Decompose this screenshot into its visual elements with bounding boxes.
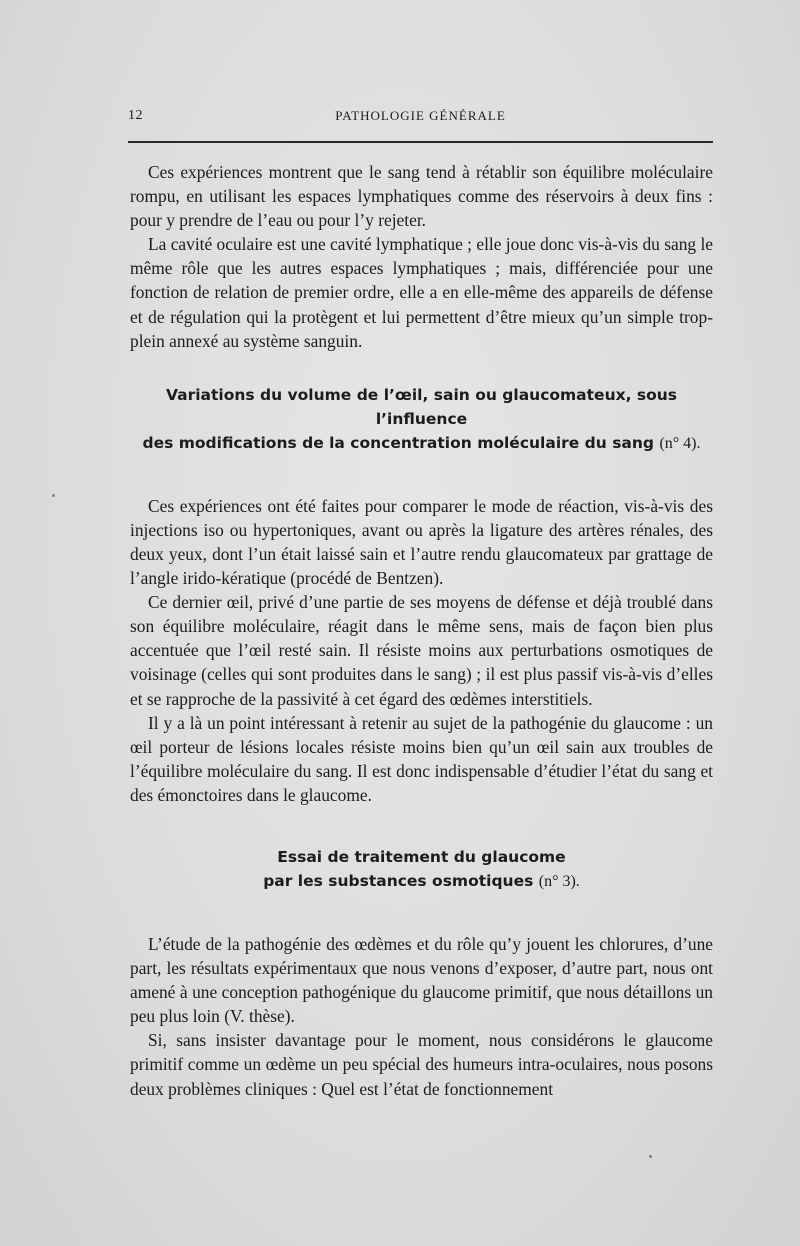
paragraph: Ces expériences ont été faites pour comparer le mode de réaction, vis-à-vis des injections iso ou hypertoniques, avant ou après la ligature des artères rénales, des deux yeux, dont l’un était laissé sain et l’autre rendu glaucomateux par grattage de l’angle irido-kératique (procédé de Bentzen).: [130, 495, 713, 589]
paragraph: L’étude de la pathogénie des œdèmes et du rôle qu’y jouent les chlorures, d’une part, les résultats expérimentaux que nous venons d’exposer, d’autre part, nous ont amené à une conception pathogénique du glaucome primitif, que nous détaillons un peu plus loin (V. thèse).: [130, 933, 713, 1027]
paragraph: Si, sans insister davantage pour le moment, nous considérons le glaucome primitif comme un œdème un peu spécial des humeurs intra-oculaires, nous posons deux problèmes cliniques : Quel est l’état de fonctionnement: [130, 1030, 713, 1099]
running-title: PATHOLOGIE GÉNÉRALE: [335, 108, 506, 123]
section-heading-line: [130, 431, 713, 456]
section-heading-text: par les substances osmotiques: [263, 871, 534, 890]
paragraph: Ces expériences montrent que le sang tend à rétablir son équilibre moléculaire rompu, en utilisant les espaces lymphatiques comme des réservoirs à deux fins : pour y prendre de l’eau ou pour l’y rejeter.: [130, 162, 713, 231]
page-header: [128, 108, 713, 132]
body-text: [130, 160, 713, 1101]
section-heading-line: [130, 869, 713, 894]
section-heading-volume-variations: [130, 383, 713, 456]
print-speck: [52, 494, 55, 497]
section-heading-line: Variations du volume de l’œil, sain ou glaucomateux, sous l’influence: [165, 385, 678, 428]
paragraph: Il y a là un point intéressant à retenir au sujet de la pathogénie du glaucome : un œil porteur de lésions locales résiste moins bien qu’un œil sain aux troubles de l’équilibre moléculaire du sang. Il est donc indispensable d’étudier l’état du sang et des émonctoires dans le glaucome.: [130, 712, 713, 805]
section-reference: (n° 4).: [659, 434, 701, 452]
print-speck: [649, 1155, 652, 1158]
section-heading-line: Essai de traitement du glaucome: [277, 847, 566, 866]
paragraph: Ce dernier œil, privé d’une partie de ses moyens de défense et déjà troublé dans son équilibre moléculaire, réagit dans le même sens, mais de façon bien plus accentuée que l’œil resté sain. Il résiste moins aux perturbations osmotiques de voisinage (celles qui sont produites dans le sang) ; il est plus passif vis-à-vis d’elles et se rapproche de la passivité à cet égard des œdèmes interstitiels.: [130, 592, 713, 709]
section-heading-text: des modifications de la concentration moléculaire du sang: [142, 433, 655, 452]
paragraph: La cavité oculaire est une cavité lymphatique ; elle joue donc vis-à-vis du sang le même rôle que les autres espaces lymphatiques ; mais, différenciée pour une fonction de relation de premier ordre, elle a en elle-même des appareils de défense et de régulation qui la protègent et lui permettent d’être mieux qu’un simple trop-plein annexé au système sanguin.: [130, 234, 713, 351]
header-rule: [128, 141, 713, 143]
section-heading-glaucoma-treatment: [130, 845, 713, 894]
page-number: 12: [128, 108, 143, 123]
section-reference: (n° 3).: [538, 872, 580, 890]
